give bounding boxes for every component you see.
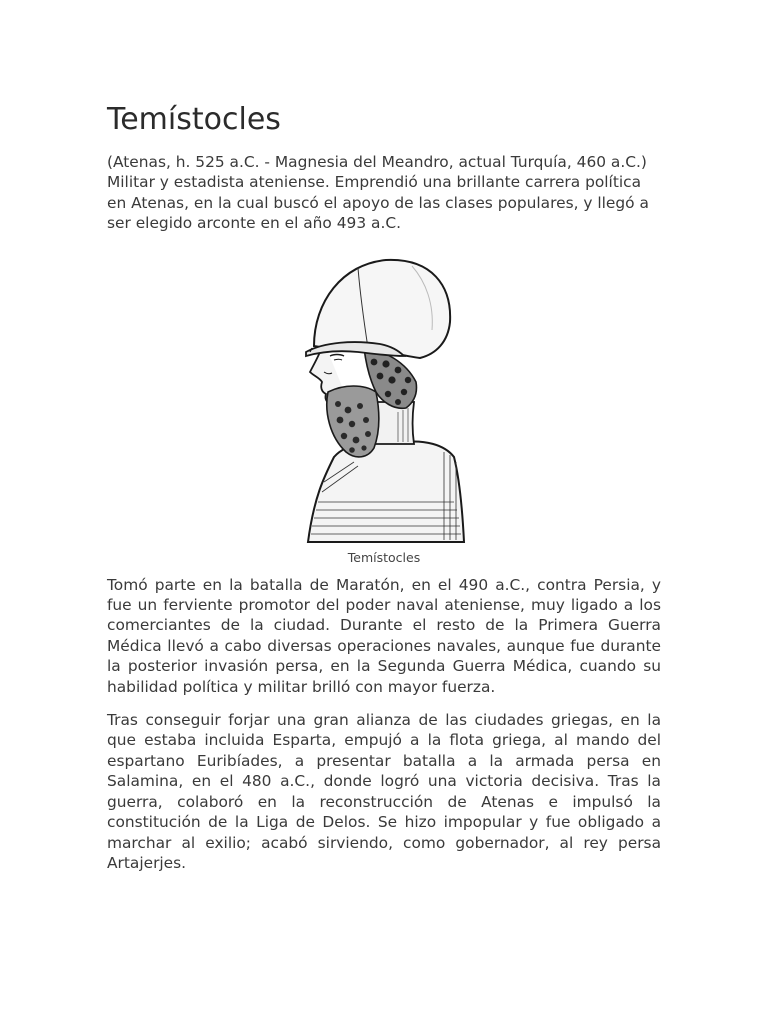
- bust-figure: [107, 252, 661, 566]
- figure-caption: Temístocles: [347, 549, 421, 565]
- themistocles-bust-image: [294, 252, 474, 544]
- body-paragraph-2: Tras conseguir forjar una gran alianza de las ciudades griegas, en la que estaba incluida Esparta, empujó a la flota griega, al mando del espartano Euribíades, a presentar batalla a la armada persa en Salamina, en el 480 a.C., donde logró una victoria decisiva. Tras la guerra, colaboró en la reconstrucción de Atenas e impulsó la constitución de la Liga de Delos. Se hizo impopular y fue obligado a marchar al exilio; acabó sirviendo, como gobernador, al rey persa Artajerjes.: [107, 711, 661, 872]
- document-page: [107, 100, 661, 873]
- body-paragraph-1: Tomó parte en la batalla de Maratón, en el 490 a.C., contra Persia, y fue un ferviente promotor del poder naval ateniense, muy ligado a los comerciantes de la ciudad. Durante el resto de la Primera Guerra Médica llevó a cabo diversas operaciones navales, aunque fue durante la posterior invasión persa, en la Segunda Guerra Médica, cuando su habilidad política y militar brilló con mayor fuerza.: [107, 575, 661, 696]
- intro-paragraph: (Atenas, h. 525 a.C. - Magnesia del Meandro, actual Turquía, 460 a.C.) Militar y estadista ateniense. Emprendió una brillante carrera política en Atenas, en la cual buscó el apoyo de las clases populares, y llegó a ser elegido arconte en el año 493 a.C.: [107, 153, 649, 233]
- page-title: Temístocles: [107, 102, 281, 137]
